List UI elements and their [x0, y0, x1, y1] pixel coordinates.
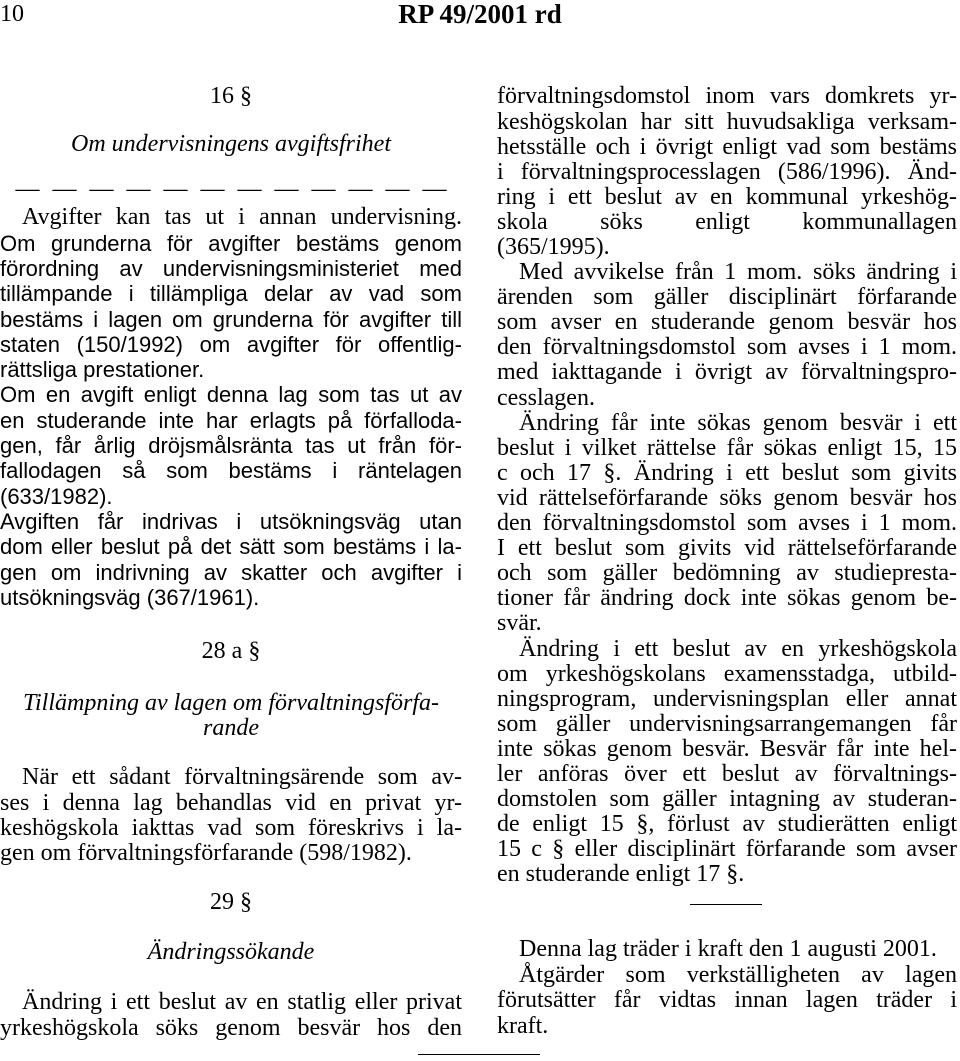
section-end-rule: [690, 904, 762, 905]
section-29-title: Ändringssökande: [147, 939, 315, 965]
section-28a-title: [0, 691, 462, 741]
text-line: en studerande inte har erlagts på förfalloda-: [0, 407, 462, 433]
text-line: cesslagen.: [497, 384, 595, 411]
text-line: den förvaltningsdomstol som avses i 1 mom.: [497, 510, 957, 537]
text-line: om yrkeshögskolans examensstadga, utbild-: [497, 660, 957, 687]
text-line: fallodagen så som bestäms i räntelagen: [0, 458, 462, 484]
text-line: och som gäller bedömning av studiepresta-: [497, 560, 957, 587]
text-line: gen, får årlig dröjsmålsränta tas ut från för-: [0, 433, 462, 459]
text-line: kraft.: [497, 1012, 549, 1039]
document-id: RP 49/2001 rd: [398, 0, 562, 29]
text-line: I ett beslut som givits vid rättelseförfarande: [497, 535, 957, 562]
text-line: gen om indrivning av skatter och avgifter i: [0, 559, 462, 585]
section-16-text: [0, 205, 462, 610]
text-line: som gäller undervisningsarrangemangen får: [497, 710, 957, 737]
text-line: de enligt 15 §, förlust av studierätten enligt: [497, 811, 957, 838]
text-line: (633/1982).: [0, 483, 113, 509]
text-line: förvaltningsdomstol inom vars domkrets yr-: [497, 83, 957, 110]
text-line: rättsliga prestationer.: [0, 357, 205, 383]
text-line: Om grunderna för avgifter bestäms genom: [0, 230, 462, 256]
text-line: den förvaltningsdomstol som avses i 1 mom.: [497, 334, 957, 361]
text-line: skola söks enligt kommunallagen: [497, 208, 957, 235]
text-line: hetsställe och i övrigt enligt vad som bestäms: [497, 133, 957, 160]
text-line: tioner får ändring dock inte sökas genom be-: [497, 585, 957, 612]
text-line: domstolen som gäller intagning av studeran-: [497, 786, 957, 813]
text-line: c och 17 §. Ändring i ett beslut som givits: [497, 459, 957, 486]
page-end-rule: [418, 1054, 540, 1055]
section-28a-text: [0, 765, 462, 866]
text-line: Avgiften får indrivas i utsökningsväg utan: [0, 508, 462, 534]
text-line: Om en avgift enligt denna lag som tas ut av: [0, 382, 462, 408]
text-line: en studerande enligt 17 §.: [497, 861, 745, 888]
title-line: Tillämpning av lagen om förvaltningsförfa-: [22, 689, 439, 716]
title-line: rande: [203, 714, 259, 741]
text-line: Ändring i ett beslut av en statlig eller privat: [22, 989, 462, 1016]
text-line: Avgifter kan tas ut i annan undervisning.: [22, 204, 462, 231]
text-line: förutsätter får vidtas innan lagen träder i: [497, 987, 957, 1014]
text-line: Åtgärder som verkställigheten av lagen: [519, 961, 957, 988]
text-line: bestäms i lagen om grunderna för avgifter till: [0, 306, 462, 332]
text-line: som avser en studerande genom besvär hos: [497, 309, 957, 336]
section-29-heading: 29 §: [210, 889, 252, 915]
section-29-continued-text: [497, 84, 957, 887]
text-line: ningsprogram, undervisningsplan eller annat: [497, 685, 957, 712]
text-line: svär.: [497, 610, 542, 637]
entry-into-force-text: [497, 937, 957, 1039]
text-line: dom eller beslut på det sätt som bestäms i la-: [0, 534, 462, 560]
text-line: Ändring i ett beslut av en yrkeshögskola: [519, 635, 957, 662]
text-line: yrkeshögskola söks genom besvär hos den: [0, 1014, 462, 1041]
text-line: Med avvikelse från 1 mom. söks ändring i: [519, 259, 957, 286]
text-line: Ändring får inte sökas genom besvär i ett: [519, 409, 957, 436]
text-line: med iakttagande i övrigt av förvaltningspro-: [497, 359, 957, 386]
text-line: ring i ett beslut av en kommunal yrkeshög-: [497, 183, 957, 210]
page-number: 10: [0, 1, 24, 27]
text-line: ler anföras över ett beslut av förvaltnings-: [497, 760, 957, 787]
text-line: gen om förvaltningsförfarande (598/1982).: [0, 840, 412, 867]
text-line: beslut i vilket rättelse får sökas enligt 15, 15: [497, 434, 957, 461]
text-line: ärenden som gäller disciplinärt förfarande: [497, 284, 957, 311]
text-line: Denna lag träder i kraft den 1 augusti 2001.: [519, 936, 937, 963]
text-line: När ett sådant förvaltningsärende som av-: [22, 764, 462, 791]
text-line: 15 c § eller disciplinärt förfarande som avser: [497, 836, 957, 863]
text-line: utsökningsväg (367/1961).: [0, 584, 260, 610]
text-line: förordning av undervisningsministeriet med: [0, 255, 462, 281]
text-line: ses i denna lag behandlas vid en privat yr-: [0, 789, 462, 816]
text-line: inte sökas genom besvär. Besvär får inte hel-: [497, 735, 957, 762]
section-29-text: [0, 990, 462, 1041]
text-line: (365/1995).: [497, 234, 610, 260]
text-line: vid rättelseförfarande söks genom besvär hos: [497, 484, 957, 511]
section-28a-heading: 28 a §: [201, 638, 261, 664]
text-line: keshögskolan har sitt huvudsakliga verksam-: [497, 108, 957, 135]
section-16-title: Om undervisningens avgiftsfrihet: [71, 131, 391, 157]
text-line: i förvaltningsprocesslagen (586/1996). Änd-: [497, 158, 957, 185]
text-line: keshögskola iakttas vad som föreskrivs i la-: [0, 814, 462, 841]
omission-marker: — — — — — — — — — — — —: [15, 176, 447, 202]
section-16-heading: 16 §: [210, 83, 252, 109]
text-line: staten (150/1992) om avgifter för offentlig-: [0, 331, 462, 357]
text-line: tillämpande i tillämpliga delar av vad som: [0, 281, 462, 307]
